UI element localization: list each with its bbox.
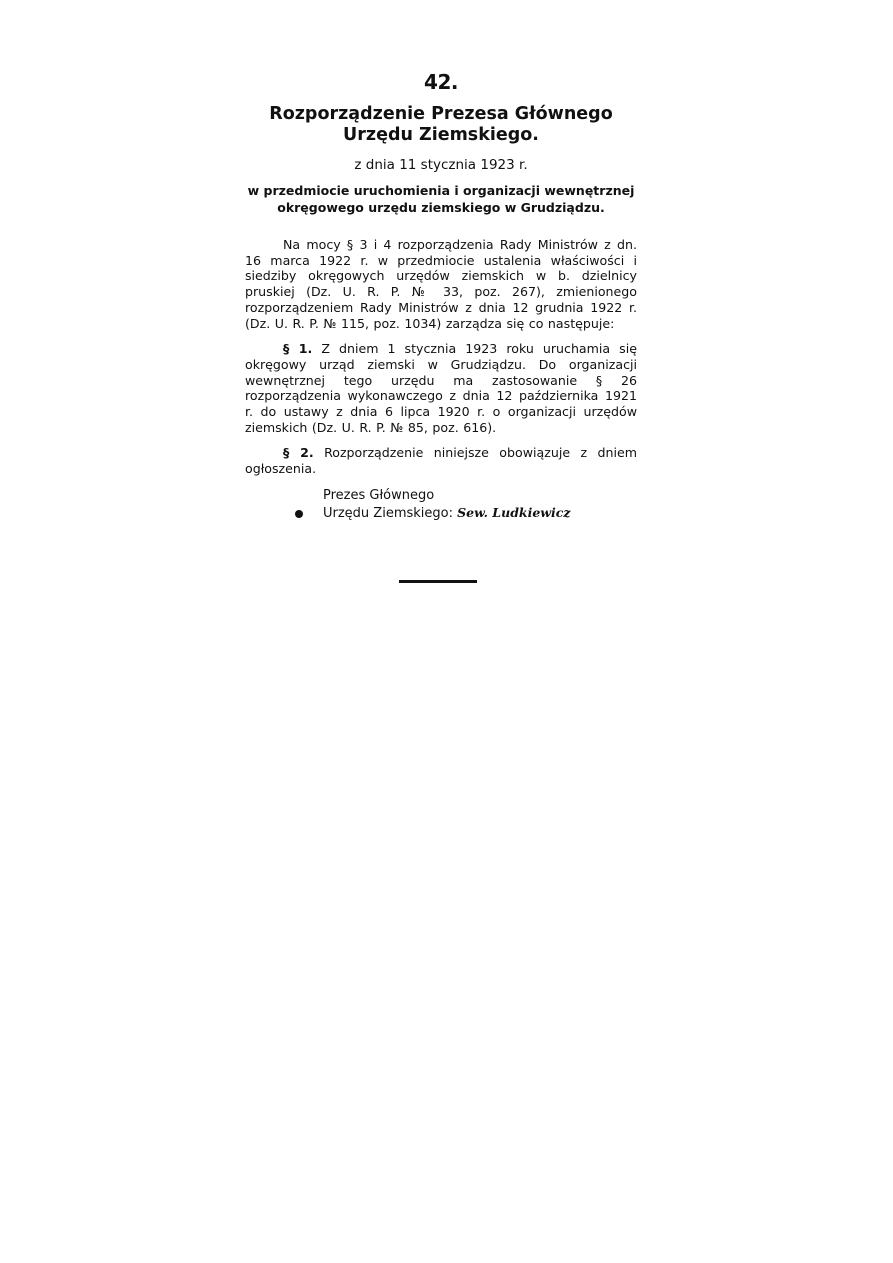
- signature-line-2: Urzędu Ziemskiego:: [323, 505, 453, 521]
- subject-heading: w przedmiocie uruchomienia i organizacji wewnętrznej okręgowego urzędu ziemskiego w Grudziądzu.: [247, 183, 635, 215]
- bullet-dot-icon: [295, 510, 303, 518]
- section-2-paragraph: [245, 445, 637, 476]
- document-page: [245, 70, 637, 522]
- document-title: Rozporządzenie Prezesa Głównego Urzędu Ziemskiego.: [269, 104, 613, 145]
- section-1-label: § 1.: [283, 341, 313, 357]
- preamble-text: Na mocy § 3 i 4 rozporządzenia Rady Ministrów z dn. 16 marca 1922 r. w przedmiocie ustalenia właściwości i siedziby okręgowych urzędów ziemskich w b. dzielnicy pruskiej (Dz. U. R. P. № 33, poz. 267), zmienionego rozporządzeniem Rady Ministrów z dnia 12 grudnia 1922 r. (Dz. U. R. P. № 115, poz. 1034) zarządza się co następuje:: [245, 237, 637, 331]
- section-1-paragraph: [245, 341, 637, 435]
- section-1-text: Z dniem 1 stycznia 1923 roku uruchamia się okręgowy urząd ziemski w Grudziądzu. Do organizacji wewnętrznej tego urzędu ma zastosowanie § 26 rozporządzenia wykonawczego z dnia 12 października 1921 r. do ustawy z dnia 6 lipca 1920 r. o organizacji urzędów ziemskich (Dz. U. R. P. № 85, poz. 616).: [245, 341, 637, 435]
- section-2-label: § 2.: [283, 445, 314, 461]
- signature-block: [323, 487, 637, 522]
- section-2-text: Rozporządzenie niniejsze obowiązuje z dniem ogłoszenia.: [245, 445, 637, 477]
- signature-line-2-row: [323, 504, 637, 522]
- signature-line-1: Prezes Głównego: [323, 487, 435, 503]
- page-number: 42.: [424, 70, 458, 94]
- signatory-name: Sew. Ludkiewicz: [457, 504, 571, 520]
- closing-rule-divider: [399, 580, 477, 583]
- date-line: z dnia 11 stycznia 1923 r.: [354, 157, 528, 173]
- preamble-paragraph: [245, 237, 637, 331]
